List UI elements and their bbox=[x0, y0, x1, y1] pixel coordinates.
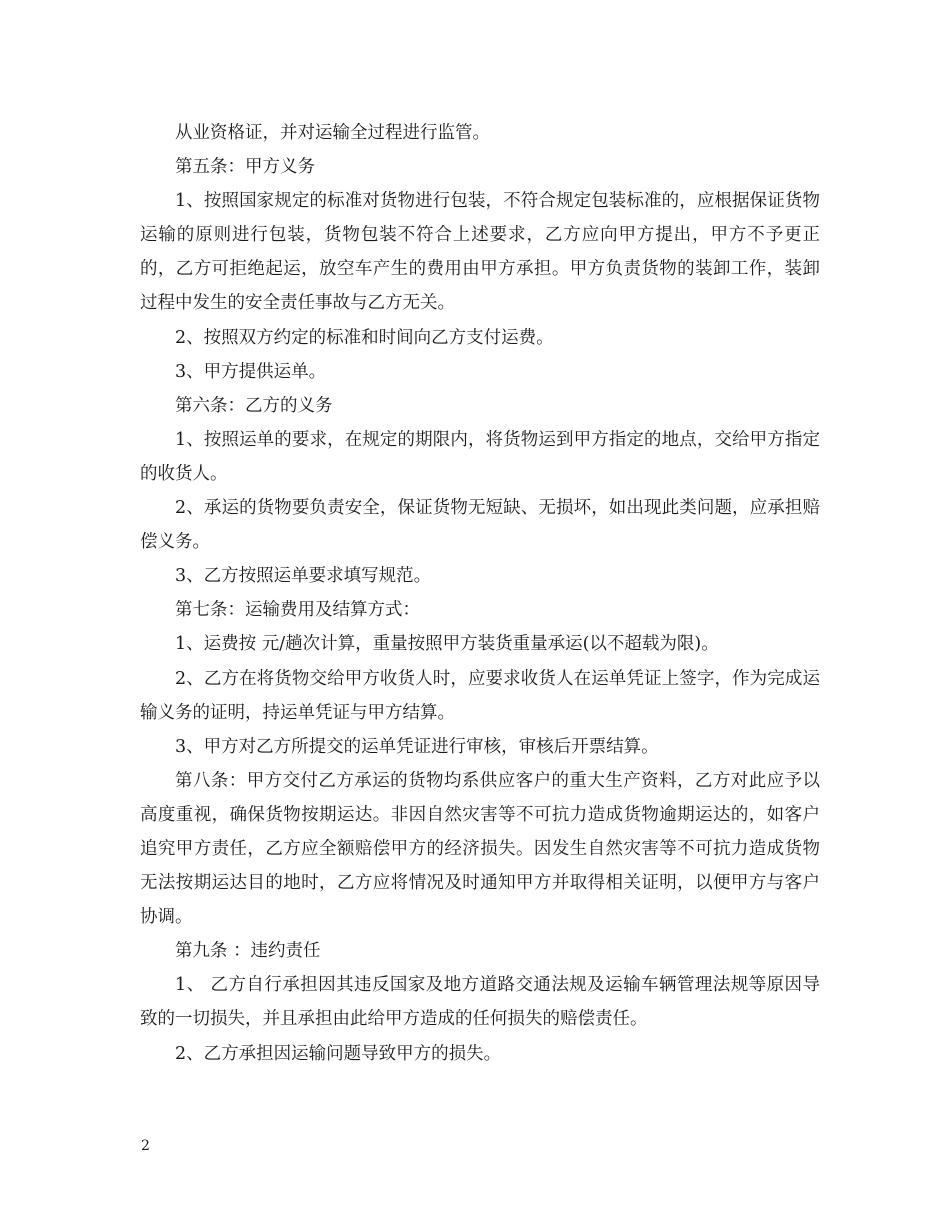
section-heading: 第六条：乙方的义务 bbox=[175, 395, 333, 416]
paragraph: 1、 乙方自行承担因其违反国家及地方道路交通法规及运输车辆管理法规等原因导致的一切损失，并且承担由此给甲方造成的任何损失的赔偿责任。 bbox=[140, 975, 820, 1030]
paragraph: 1、运费按 元/趟次计算，重量按照甲方装货重量承运(以不超载为限)。 bbox=[175, 634, 719, 655]
paragraph: 从业资格证，并对运输全过程进行监管。 bbox=[175, 123, 490, 143]
section-heading: 第五条：甲方义务 bbox=[175, 157, 315, 178]
section-heading: 第七条：运输费用及结算方式： bbox=[175, 600, 420, 621]
paragraph: 2、乙方承担因运输问题导致甲方的损失。 bbox=[175, 1043, 502, 1064]
paragraph: 3、甲方提供运单。 bbox=[175, 361, 327, 382]
paragraph: 第八条：甲方交付乙方承运的货物均系供应客户的重大生产资料，乙方对此应予以高度重视，确保货物按期运达。非因自然灾害等不可抗力造成货物逾期运达的，如客户追究甲方责任，乙方应全额赔偿甲方的经济损失。因发生自然灾害等不可抗力造成货物无法按期运达目的地时，乙方应将情况及时通知甲方并取得相关证明，以便甲方与客户协调。 bbox=[140, 770, 820, 928]
page-number: 2 bbox=[141, 1138, 150, 1154]
section-heading: 第九条 ：违约责任 bbox=[175, 941, 321, 962]
paragraph: 2、按照双方约定的标准和时间向乙方支付运费。 bbox=[175, 327, 554, 348]
paragraph: 3、甲方对乙方所提交的运单凭证进行审核，审核后开票结算。 bbox=[175, 736, 659, 757]
document-body bbox=[140, 116, 820, 1071]
paragraph: 3、乙方按照运单要求填写规范。 bbox=[175, 566, 432, 587]
paragraph: 2、承运的货物要负责安全，保证货物无短缺、无损坏，如出现此类问题，应承担赔偿义务。 bbox=[140, 498, 820, 553]
paragraph: 2、乙方在将货物交给甲方收货人时，应要求收货人在运单凭证上签字，作为完成运输义务的证明，持运单凭证与甲方结算。 bbox=[140, 668, 820, 723]
paragraph: 1、按照国家规定的标准对货物进行包装，不符合规定包装标准的，应根据保证货物运输的原则进行包装，货物包装不符合上述要求，乙方应向甲方提出，甲方不予更正的，乙方可拒绝起运，放空车产生的费用由甲方承担。甲方负责货物的装卸工作，装卸过程中发生的安全责任事故与乙方无关。 bbox=[140, 191, 820, 314]
paragraph: 1、按照运单的要求，在规定的期限内，将货物运到甲方指定的地点，交给甲方指定的收货人。 bbox=[140, 429, 820, 484]
